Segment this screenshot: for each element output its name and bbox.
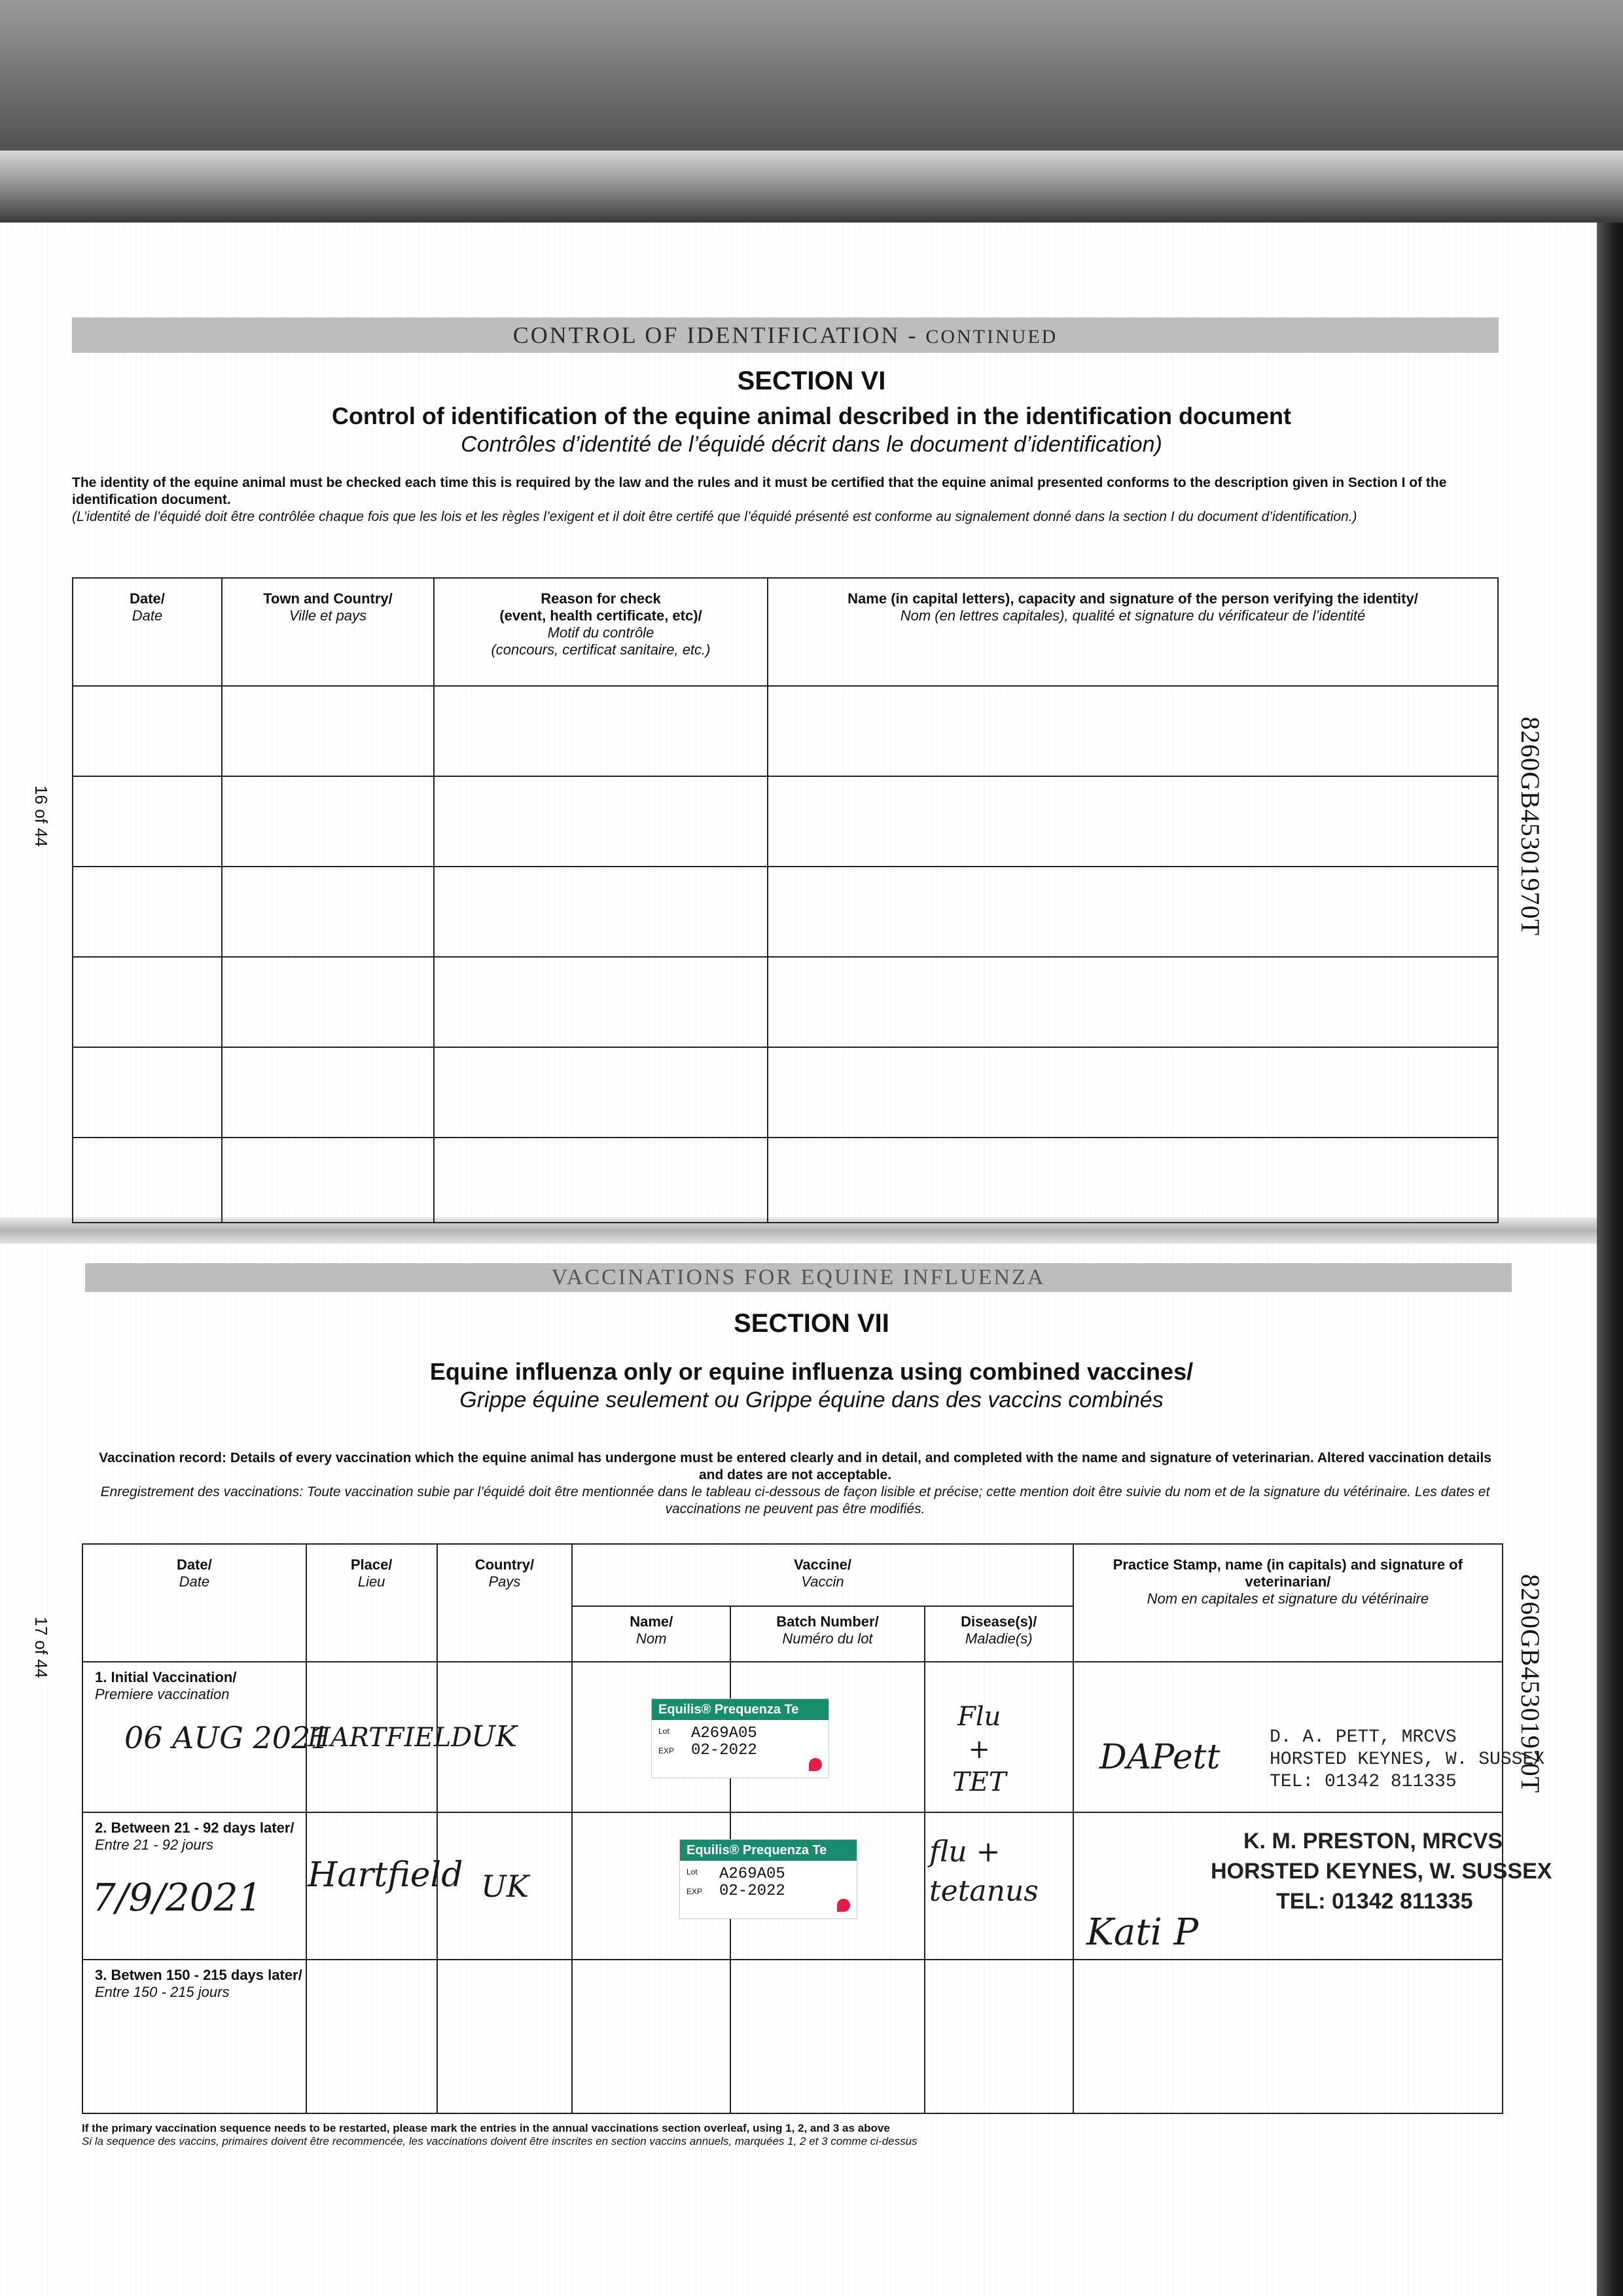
section7-band: VACCINATIONS FOR EQUINE INFLUENZA <box>85 1263 1512 1292</box>
section7-subtitle: Equine influenza only or equine influenza using combined vaccines/ <box>429 1358 1194 1385</box>
section7-footnote: If the primary vaccination sequence needs to be restarted, please mark the entries in the annual vaccinations section overleaf, using 1, 2, and 3 as above Si la sequence des vaccins, primaires doivent être recommencée, les vaccinations doivent être inscrites en section vaccins annuels, marquées 1, 2 et 3 comme ci-dessus <box>82 2122 918 2147</box>
table-cell[interactable] <box>434 1047 768 1138</box>
table-cell[interactable] <box>434 776 768 867</box>
table-cell[interactable] <box>925 1960 1073 2113</box>
batch-number-1: A269A05 <box>691 1725 757 1742</box>
section6-subtitle-fr: Contrôles d’identité de l’équidé décrit dans le document d’identification) <box>461 432 1162 457</box>
table-cell[interactable] <box>434 867 768 957</box>
table-cell[interactable] <box>73 1047 222 1138</box>
table-cell[interactable] <box>222 1138 434 1223</box>
section6-band: CONTROL OF IDENTIFICATION - CONTINUED <box>72 317 1499 353</box>
table-cell[interactable] <box>434 1138 768 1223</box>
row-1-country: UK <box>471 1720 517 1753</box>
col-vaccine: Vaccine/ Vaccin <box>572 1544 1073 1606</box>
scanner-edge <box>1597 223 1623 2296</box>
col-batch-number: Batch Number/ Numéro du lot <box>730 1606 925 1662</box>
table-cell[interactable] <box>222 1047 434 1138</box>
table-cell[interactable] <box>572 1960 730 2113</box>
page-edge <box>0 151 1623 223</box>
col-date: Date/ Date <box>73 578 222 686</box>
page-number-16: 16 of 44 <box>31 785 51 847</box>
row-1-label: 1. Initial Vaccination/ Premiere vaccination <box>82 1662 306 1812</box>
section6-intro-fr: (L’identité de l’équidé doit être contrôlée chaque fois que les lois et les règles l’exigent et il doit être certifé que l’équidé présenté est conforme au signalement donné dans la section I du document d’identification.) <box>72 509 1357 524</box>
section7-intro <box>85 1450 1505 1518</box>
table-cell[interactable] <box>768 776 1498 867</box>
col-reason: Reason for check (event, health certificate, etc)/ Motif du contrôle (concours, certificat sanitaire, etc.) <box>434 578 768 686</box>
batch-number-2: A269A05 <box>719 1865 785 1883</box>
row-1-disease: Flu + TET <box>952 1702 1007 1797</box>
table-row <box>73 776 1498 867</box>
table-cell[interactable] <box>434 686 768 776</box>
section7-intro-fr: Enregistrement des vaccinations: Toute vaccination subie par l’équidé doit être mentionnée dans le tableau ci-dessous de façon lisible et précise; cette mention doit être suivie du nom et de la signature du vétérinaire. Les dates et vaccinations ne peuvent pas être modifiés. <box>100 1484 1490 1516</box>
row-2-country: UK <box>481 1869 529 1904</box>
section7-intro-en: Vaccination record: Details of every vaccination which the equine animal has undergone must be entered clearly and in detail, and completed with the name and signature of veterinarian. Altered vaccination details and dates are not acceptable. <box>99 1450 1491 1482</box>
col-country: Country/ Pays <box>437 1544 573 1662</box>
section7-title: SECTION VII <box>734 1309 889 1338</box>
table-cell[interactable] <box>222 957 434 1047</box>
row-1-signature: DAPett <box>1099 1738 1221 1777</box>
expiry-2: 02-2022 <box>719 1882 785 1900</box>
table-cell[interactable] <box>768 1138 1498 1223</box>
section6-title: SECTION VI <box>737 367 886 395</box>
vet-stamp-1: D. A. PETT, MRCVS HORSTED KEYNES, W. SUSSEX TEL: 01342 811335 <box>1270 1727 1545 1792</box>
col-verifier: Name (in capital letters), capacity and signature of the person verifying the identity/ Nom (en lettres capitales), qualité et signature du vérificateur de l’identité <box>768 578 1498 686</box>
table-row <box>73 867 1498 957</box>
table-cell[interactable] <box>73 867 222 957</box>
row-3-label: 3. Betwen 150 - 215 days later/ Entre 150 - 215 jours <box>82 1960 306 2113</box>
table-cell[interactable] <box>73 686 222 776</box>
table-row <box>73 1138 1498 1223</box>
table-cell[interactable] <box>768 686 1498 776</box>
row-2-label: 2. Between 21 - 92 days later/ Entre 21 - 92 jours <box>82 1812 306 1960</box>
table-row <box>73 1047 1498 1138</box>
section6-intro-en: The identity of the equine animal must be checked each time this is required by the law and the rules and it must be certified that the equine animal presented conforms to the description given in Section I of the identification document. <box>72 475 1447 507</box>
table-cell[interactable] <box>1073 1960 1503 2113</box>
vaccination-row-3 <box>82 1960 1503 2113</box>
table-row <box>73 957 1498 1047</box>
expiry-1: 02-2022 <box>691 1742 757 1759</box>
section6-subtitle: Control of identification of the equine animal described in the identification document <box>331 403 1292 429</box>
table-cell[interactable] <box>306 1960 437 2113</box>
table-cell[interactable] <box>222 776 434 867</box>
table-cell[interactable] <box>768 867 1498 957</box>
table-cell[interactable] <box>434 957 768 1047</box>
table-cell[interactable] <box>73 776 222 867</box>
table-cell[interactable] <box>73 1138 222 1223</box>
table-cell[interactable] <box>222 867 434 957</box>
row-1-place: HARTFIELD <box>308 1723 473 1753</box>
table-cell[interactable] <box>768 1047 1498 1138</box>
row-2-date: 7/9/2021 <box>92 1875 262 1920</box>
page-number-17: 17 of 44 <box>31 1617 51 1678</box>
table-cell[interactable] <box>768 957 1498 1047</box>
section7-subtitle-fr: Grippe équine seulement ou Grippe équine dans des vaccins combinés <box>459 1388 1164 1412</box>
col-diseases: Disease(s)/ Maladie(s) <box>925 1606 1073 1662</box>
table-row <box>73 686 1498 776</box>
table-cell[interactable] <box>730 1960 925 2113</box>
col-town-country: Town and Country/ Ville et pays <box>222 578 434 686</box>
table-cell[interactable] <box>73 957 222 1047</box>
row-1-date: 06 AUG 2021 <box>124 1720 330 1755</box>
row-2-signature: Kati P <box>1086 1911 1199 1954</box>
row-2-disease: flu + tetanus <box>929 1835 1039 1908</box>
table-cell[interactable] <box>222 686 434 776</box>
identity-check-table <box>72 577 1499 1223</box>
vet-stamp-2: K. M. PRESTON, MRCVS HORSTED KEYNES, W. SUSSEX TEL: 01342 811335 <box>1211 1829 1552 1914</box>
col-place: Place/ Lieu <box>306 1544 437 1662</box>
table-cell[interactable] <box>437 1960 573 2113</box>
col-vacc-date: Date/ Date <box>82 1544 306 1662</box>
document-id-lower: 8260GB45301970T <box>1516 1574 1545 1793</box>
vaccine-sticker-2: Equilis® Prequenza Te Lot EXP A269A05 02-2022 <box>679 1839 857 1919</box>
section6-intro <box>72 475 1492 526</box>
col-vaccine-name: Name/ Nom <box>572 1606 730 1662</box>
col-practice-stamp: Practice Stamp, name (in capitals) and signature of veterinarian/ Nom en capitales et signature du vétérinaire <box>1073 1544 1503 1662</box>
vaccine-sticker-1: Equilis® Prequenza Te Lot EXP A269A05 02-2022 <box>651 1698 829 1778</box>
row-2-place: Hartfield <box>308 1856 463 1895</box>
document-id-upper: 8260GB45301970T <box>1516 717 1545 936</box>
